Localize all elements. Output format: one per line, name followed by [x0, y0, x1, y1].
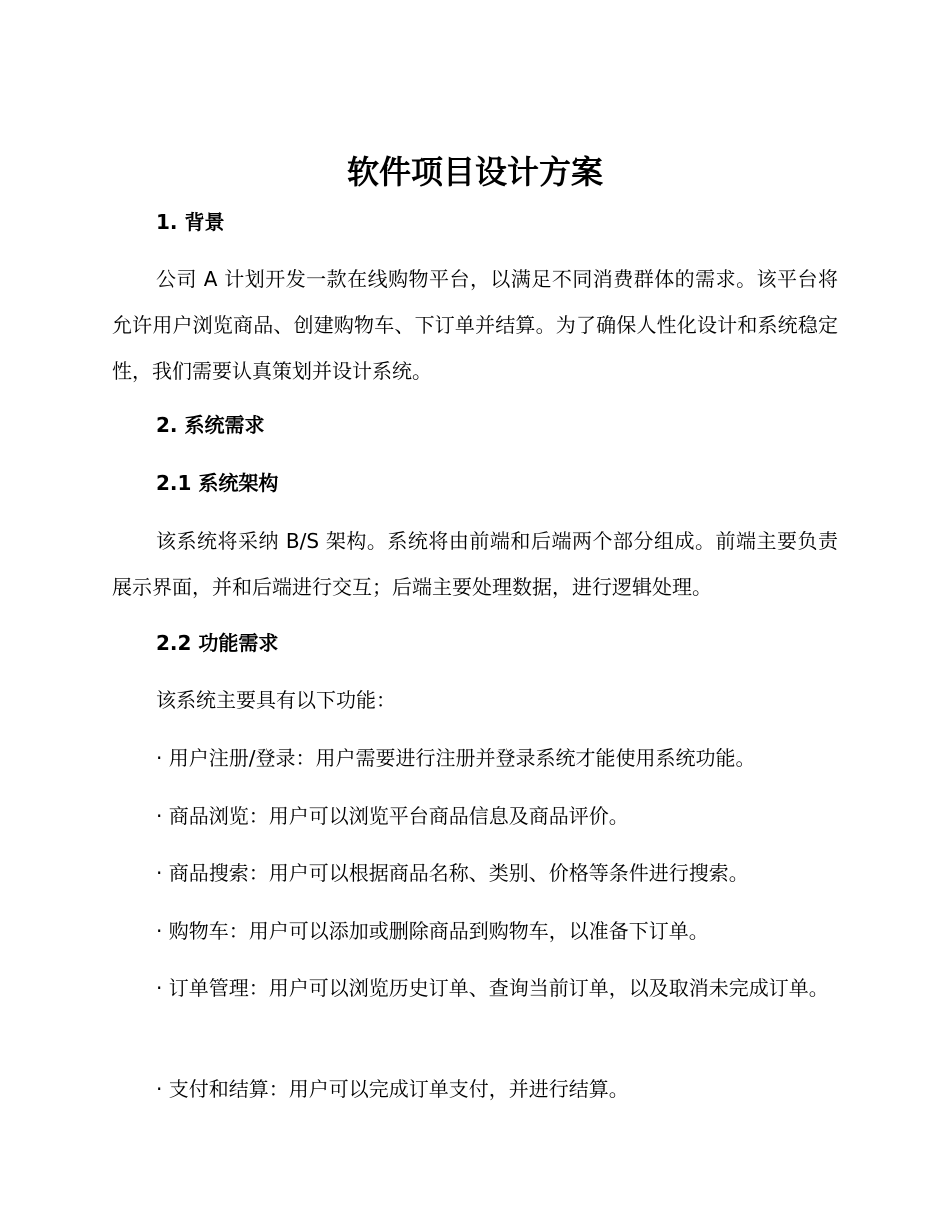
section-heading-functional: 2.2 功能需求 [156, 631, 279, 655]
document-title: 软件项目设计方案 [346, 153, 603, 191]
feature-item-cart: · 购物车：用户可以添加或删除商品到购物车，以准备下订单。 [156, 919, 709, 943]
background-paragraph: 公司 A 计划开发一款在线购物平台，以满足不同消费群体的需求。该平台将允许用户浏览商品、创建购物车、下订单并结算。为了确保人性化设计和系统稳定性，我们需要认真策划并设计系统。 [112, 267, 838, 383]
feature-item-payment: · 支付和结算：用户可以完成订单支付，并进行结算。 [156, 1077, 629, 1101]
architecture-paragraph: 该系统将采纳 B/S 架构。系统将由前端和后端两个部分组成。前端主要负责展示界面，并和后端进行交互；后端主要处理数据，进行逻辑处理。 [112, 529, 838, 599]
feature-item-register-login: · 用户注册/登录：用户需要进行注册并登录系统才能使用系统功能。 [156, 746, 756, 770]
feature-item-search: · 商品搜索：用户可以根据商品名称、类别、价格等条件进行搜索。 [156, 861, 749, 885]
feature-item-browse: · 商品浏览：用户可以浏览平台商品信息及商品评价。 [156, 804, 629, 828]
functional-intro: 该系统主要具有以下功能： [156, 688, 396, 712]
section-heading-architecture: 2.1 系统架构 [156, 471, 279, 495]
section-heading-background: 1. 背景 [156, 210, 225, 234]
feature-item-orders: · 订单管理：用户可以浏览历史订单、查询当前订单，以及取消未完成订单。 [156, 976, 829, 1000]
section-heading-requirements: 2. 系统需求 [156, 413, 265, 437]
